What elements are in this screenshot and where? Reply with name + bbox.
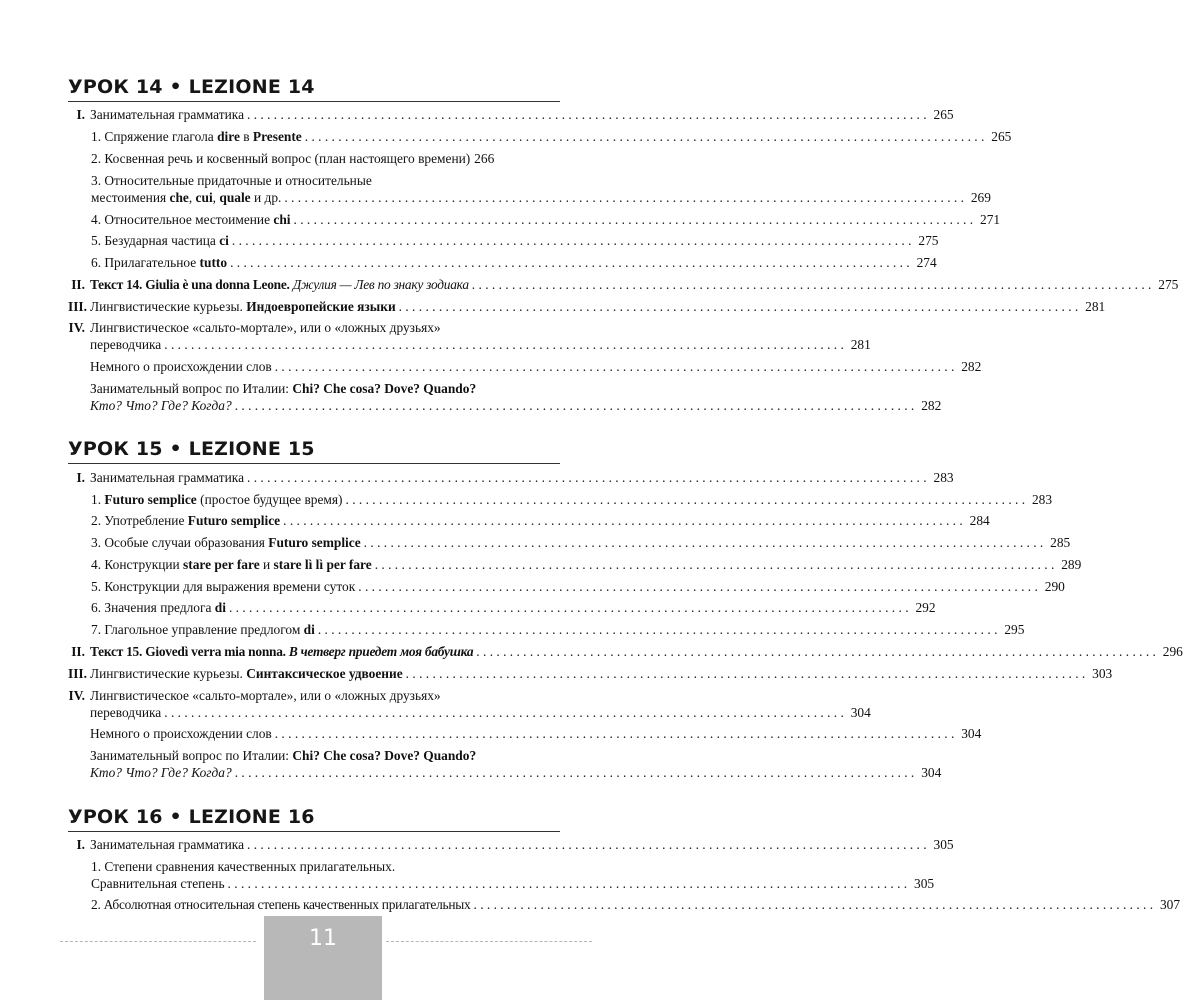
toc-entry[interactable] — [68, 894, 1181, 916]
toc-entry[interactable] — [68, 252, 937, 274]
toc-entry[interactable] — [68, 378, 942, 417]
page-ref: 269 — [970, 189, 991, 205]
dot-leader — [283, 512, 963, 529]
section-number: II. — [71, 644, 85, 660]
entry-text: переводчика — [90, 337, 162, 353]
section-number: III. — [68, 298, 87, 314]
page-ref: 304 — [850, 704, 871, 720]
page-ref: 283 — [933, 469, 954, 485]
page-ref: 282 — [921, 397, 942, 413]
entry-text: 2. Употребление — [91, 513, 188, 529]
lesson-title: УРОК 16 • LEZIONE 16 — [68, 806, 560, 832]
entry-text: , — [188, 189, 196, 205]
text-title-translation: В четверг приедет моя бабушка — [285, 644, 474, 660]
page-ref: 290 — [1044, 578, 1065, 594]
entry-term: di — [303, 622, 315, 638]
text-title: Текст 15. Giovedì verra mia nonna. — [90, 644, 286, 660]
dot-leader — [247, 106, 927, 123]
dot-leader — [229, 599, 909, 616]
entry-text: 4. Относительное местоимение — [91, 211, 274, 227]
page-ref: 304 — [961, 726, 982, 742]
entry-text: местоимения — [91, 189, 170, 205]
dot-leader — [375, 556, 1055, 573]
text-title-translation: Джулия — Лев по знаку зодиака — [289, 276, 469, 292]
dot-leader — [305, 128, 985, 145]
page-ref: 275 — [918, 233, 939, 249]
entry-text: 3. Особые случаи образования — [91, 535, 269, 551]
entry-text: в — [239, 129, 253, 145]
section-number: I. — [76, 836, 85, 852]
toc-entry[interactable] — [68, 641, 1183, 663]
entry-term: Chi? Che cosa? Dove? Quando? — [292, 380, 477, 396]
dot-leader — [235, 397, 915, 414]
entry-text: 6. Прилагательное — [91, 255, 200, 271]
lesson-title: УРОК 15 • LEZIONE 15 — [68, 438, 560, 464]
entry-text: Занимательная грамматика — [90, 107, 245, 123]
dot-leader — [474, 896, 1154, 913]
toc-entry[interactable] — [68, 684, 871, 723]
toc-entry[interactable] — [68, 295, 1106, 317]
entry-text: 5. Конструкции для выражения времени суток — [91, 578, 356, 594]
page-ref: 283 — [1031, 491, 1053, 507]
section-number: III. — [68, 665, 87, 681]
page-ref: 307 — [1159, 897, 1181, 913]
page-ref: 284 — [969, 513, 990, 529]
entry-term: stare per fare — [183, 556, 260, 572]
lesson-14 — [68, 76, 1179, 416]
entry-text: 4. Конструкции — [91, 556, 184, 572]
entry-text: 7. Глагольное управление предлогом — [91, 622, 304, 638]
entry-translation: Кто? Что? Где? Когда? — [90, 397, 232, 413]
entry-term: di — [214, 600, 226, 616]
lesson-16 — [68, 805, 1181, 916]
section-number: IV. — [68, 687, 85, 703]
toc-entry[interactable] — [68, 148, 560, 170]
toc-entry[interactable] — [68, 356, 982, 378]
toc-entry[interactable] — [68, 317, 871, 356]
entry-text: Занимательный вопрос по Италии: — [90, 380, 293, 396]
toc-entry[interactable] — [68, 104, 954, 126]
entry-text: 6. Значения предлога — [91, 600, 215, 616]
entry-term: ci — [219, 233, 229, 249]
page-ref: 296 — [1162, 644, 1183, 660]
toc-entry[interactable] — [68, 208, 1001, 230]
page-ref: 275 — [1158, 276, 1179, 292]
toc-entry[interactable] — [68, 510, 990, 532]
entry-text: 2. Косвенная речь и косвенный вопрос (план настоящего времени) — [91, 150, 471, 166]
entry-term: Индоевропейские языки — [246, 298, 396, 314]
page-ref: 281 — [1085, 298, 1106, 314]
entry-text: Немного о происхождении слов — [90, 726, 272, 742]
page-ref: 266 — [474, 150, 495, 166]
entry-text: 3. Относительные придаточные и относительные — [91, 172, 372, 188]
page-number: 11 — [309, 926, 337, 951]
dot-leader — [247, 469, 927, 486]
dot-leader — [232, 232, 912, 249]
footer-divider — [386, 941, 592, 942]
dot-leader — [364, 534, 1044, 551]
entry-text: (простое будущее время) — [196, 491, 343, 507]
dot-leader — [472, 276, 1152, 293]
entry-term: Presente — [252, 129, 302, 145]
entry-text: Лингвистические курьезы. — [90, 665, 247, 681]
entry-term: cui — [195, 189, 213, 205]
entry-term: quale — [219, 189, 251, 205]
toc-entry[interactable] — [68, 723, 982, 745]
dot-leader — [164, 336, 844, 353]
entry-text: , — [212, 189, 220, 205]
entry-term: Futuro semplice — [268, 535, 361, 551]
section-number: II. — [71, 276, 85, 292]
entry-text: 5. Безударная частица — [91, 233, 220, 249]
dot-leader — [275, 358, 955, 375]
entry-text: 1. — [91, 491, 105, 507]
dot-leader — [275, 725, 955, 742]
footer-divider — [60, 941, 256, 942]
toc-entry[interactable] — [68, 745, 942, 784]
dot-leader — [228, 875, 908, 892]
toc-entry[interactable] — [68, 273, 1179, 295]
section-number: IV. — [68, 320, 85, 336]
dot-leader — [247, 836, 927, 853]
entry-term: Futuro semplice — [187, 513, 281, 529]
text-title: Текст 14. Giulia è una donna Leone. — [90, 276, 290, 292]
entry-text: и — [259, 556, 274, 572]
entry-term: Futuro semplice — [104, 491, 197, 507]
entry-term: Синтаксическое удвоение — [246, 665, 403, 681]
page-number-box — [264, 916, 382, 1000]
toc-entry[interactable] — [68, 834, 954, 856]
dot-leader — [284, 189, 964, 206]
page-ref: 265 — [933, 107, 954, 123]
dot-leader — [164, 704, 844, 721]
dot-leader — [294, 211, 974, 228]
entry-term: tutto — [199, 255, 228, 271]
entry-term: dire — [217, 129, 240, 145]
toc-entry[interactable] — [68, 488, 1053, 510]
page-ref: 304 — [921, 765, 942, 781]
page-ref: 282 — [961, 359, 982, 375]
page-ref: 305 — [914, 875, 935, 891]
entry-term: Chi? Che cosa? Dove? Quando? — [292, 748, 477, 764]
dot-leader — [406, 665, 1086, 682]
entry-text: Занимательный вопрос по Италии: — [90, 748, 293, 764]
entry-text: Сравнительная степень — [91, 875, 225, 891]
entry-term: chi — [273, 211, 291, 227]
toc-entry[interactable] — [68, 855, 935, 894]
page-ref: 271 — [980, 211, 1001, 227]
entry-text: Лингвистическое «сальто-мортале», или о «ложных друзьях» — [90, 687, 441, 703]
entry-text: переводчика — [90, 704, 162, 720]
toc-entry[interactable] — [68, 532, 1071, 554]
lesson-title: УРОК 14 • LEZIONE 14 — [68, 76, 560, 102]
toc-entry[interactable] — [68, 597, 936, 619]
toc-entry[interactable] — [68, 619, 1025, 641]
entry-text: Немного о происхождении слов — [90, 359, 272, 375]
entry-term: stare lì lì per fare — [273, 556, 372, 572]
table-of-contents — [68, 76, 1183, 938]
page-ref: 274 — [916, 255, 937, 271]
toc-entry[interactable] — [68, 554, 1082, 576]
page-ref: 265 — [991, 129, 1012, 145]
page-ref: 281 — [850, 337, 871, 353]
page-footer — [0, 916, 682, 1000]
toc-entry[interactable] — [68, 169, 991, 208]
entry-text: Занимательная грамматика — [90, 836, 245, 852]
dot-leader — [235, 764, 915, 781]
dot-leader — [476, 643, 1156, 660]
entry-text: Занимательная грамматика — [90, 469, 245, 485]
entry-text: и др. — [250, 189, 282, 205]
entry-text: 1. Спряжение глагола — [91, 129, 218, 145]
toc-entry[interactable] — [68, 575, 1065, 597]
section-number: I. — [76, 107, 85, 123]
toc-entry[interactable] — [68, 662, 1113, 684]
page-ref: 289 — [1061, 556, 1082, 572]
dot-leader — [358, 578, 1038, 595]
entry-text: 1. Степени сравнения качественных прилагательных. — [91, 858, 396, 874]
toc-entry[interactable] — [68, 466, 954, 488]
dot-leader — [399, 298, 1079, 315]
entry-text: 2. Абсолютная относительная степень качественных прилагательных — [91, 897, 471, 913]
toc-entry[interactable] — [68, 126, 1012, 148]
entry-text: Лингвистическое «сальто-мортале», или о «ложных друзьях» — [90, 320, 441, 336]
dot-leader — [318, 621, 998, 638]
toc-entry[interactable] — [68, 230, 939, 252]
entry-term: che — [169, 189, 189, 205]
lesson-15 — [68, 438, 1183, 783]
dot-leader — [230, 254, 910, 271]
page-ref: 285 — [1050, 535, 1071, 551]
entry-translation: Кто? Что? Где? Когда? — [90, 765, 232, 781]
page-ref: 292 — [915, 600, 936, 616]
entry-text: Лингвистические курьезы. — [90, 298, 247, 314]
page-ref: 303 — [1092, 665, 1113, 681]
page-ref: 305 — [933, 836, 954, 852]
section-number: I. — [76, 469, 85, 485]
page-ref: 295 — [1004, 622, 1025, 638]
dot-leader — [346, 491, 1026, 508]
